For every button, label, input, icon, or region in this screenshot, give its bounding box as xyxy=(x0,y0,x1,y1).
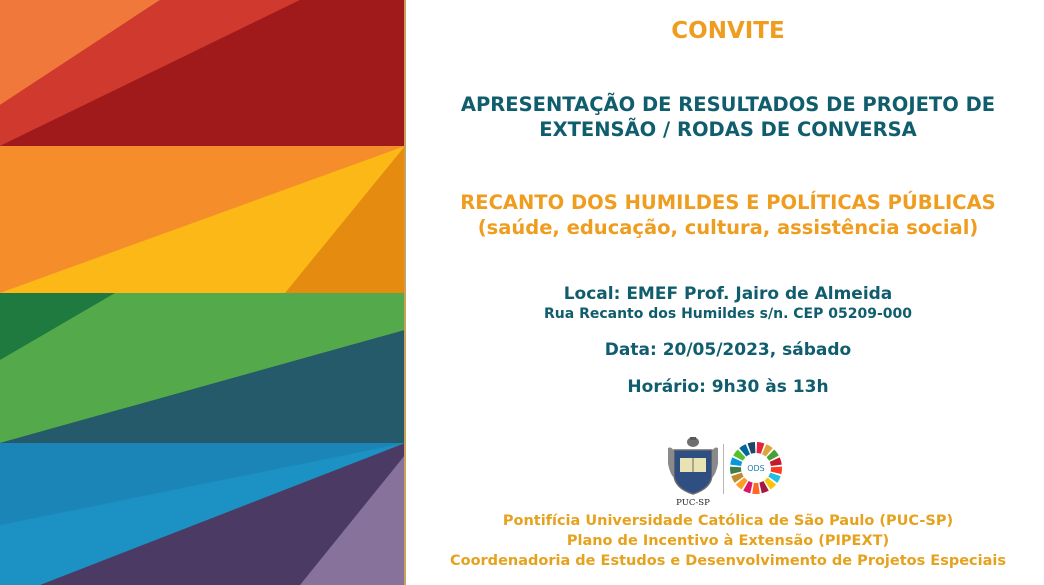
ods-ring-segment xyxy=(752,483,760,494)
event-subject-line-2: (saúde, educação, cultura, assistência social) xyxy=(477,216,979,239)
puc-sp-crest-logo xyxy=(664,434,722,508)
decorative-color-bands xyxy=(0,0,405,585)
event-date: Data: 20/05/2023, sábado xyxy=(604,340,852,360)
event-subject-line-1: RECANTO DOS HUMILDES E POLÍTICAS PÚBLICAS xyxy=(460,191,996,214)
event-heading xyxy=(412,92,1044,142)
event-heading-line-1: APRESENTAÇÃO DE RESULTADOS DE PROJETO DE xyxy=(460,93,996,116)
logo-separator xyxy=(723,444,724,494)
event-location: Local: EMEF Prof. Jairo de Almeida xyxy=(563,284,893,304)
event-time: Horário: 9h30 às 13h xyxy=(627,377,829,397)
puc-sp-logo-label: PUC-SP xyxy=(676,498,710,508)
event-heading-line-2: EXTENSÃO / RODAS DE CONVERSA xyxy=(539,118,917,141)
ods-logo-label: ODS xyxy=(747,464,765,473)
event-subject xyxy=(412,190,1044,240)
ods-wheel-logo xyxy=(727,439,785,497)
organizers-footer xyxy=(412,511,1044,571)
ods-ring-segment xyxy=(730,467,741,474)
invite-title: CONVITE xyxy=(671,18,785,44)
ods-ring-segment xyxy=(771,467,782,474)
vertical-divider xyxy=(404,0,406,585)
event-address: Rua Recanto dos Humildes s/n. CEP 05209-000 xyxy=(544,306,912,322)
footer-line-2: Plano de Incentivo à Extensão (PIPEXT) xyxy=(566,533,890,549)
footer-line-1: Pontifícia Universidade Católica de São Paulo (PUC-SP) xyxy=(502,513,954,529)
footer-line-3: Coordenadoria de Estudos e Desenvolvimento de Projetos Especiais xyxy=(449,553,1007,569)
